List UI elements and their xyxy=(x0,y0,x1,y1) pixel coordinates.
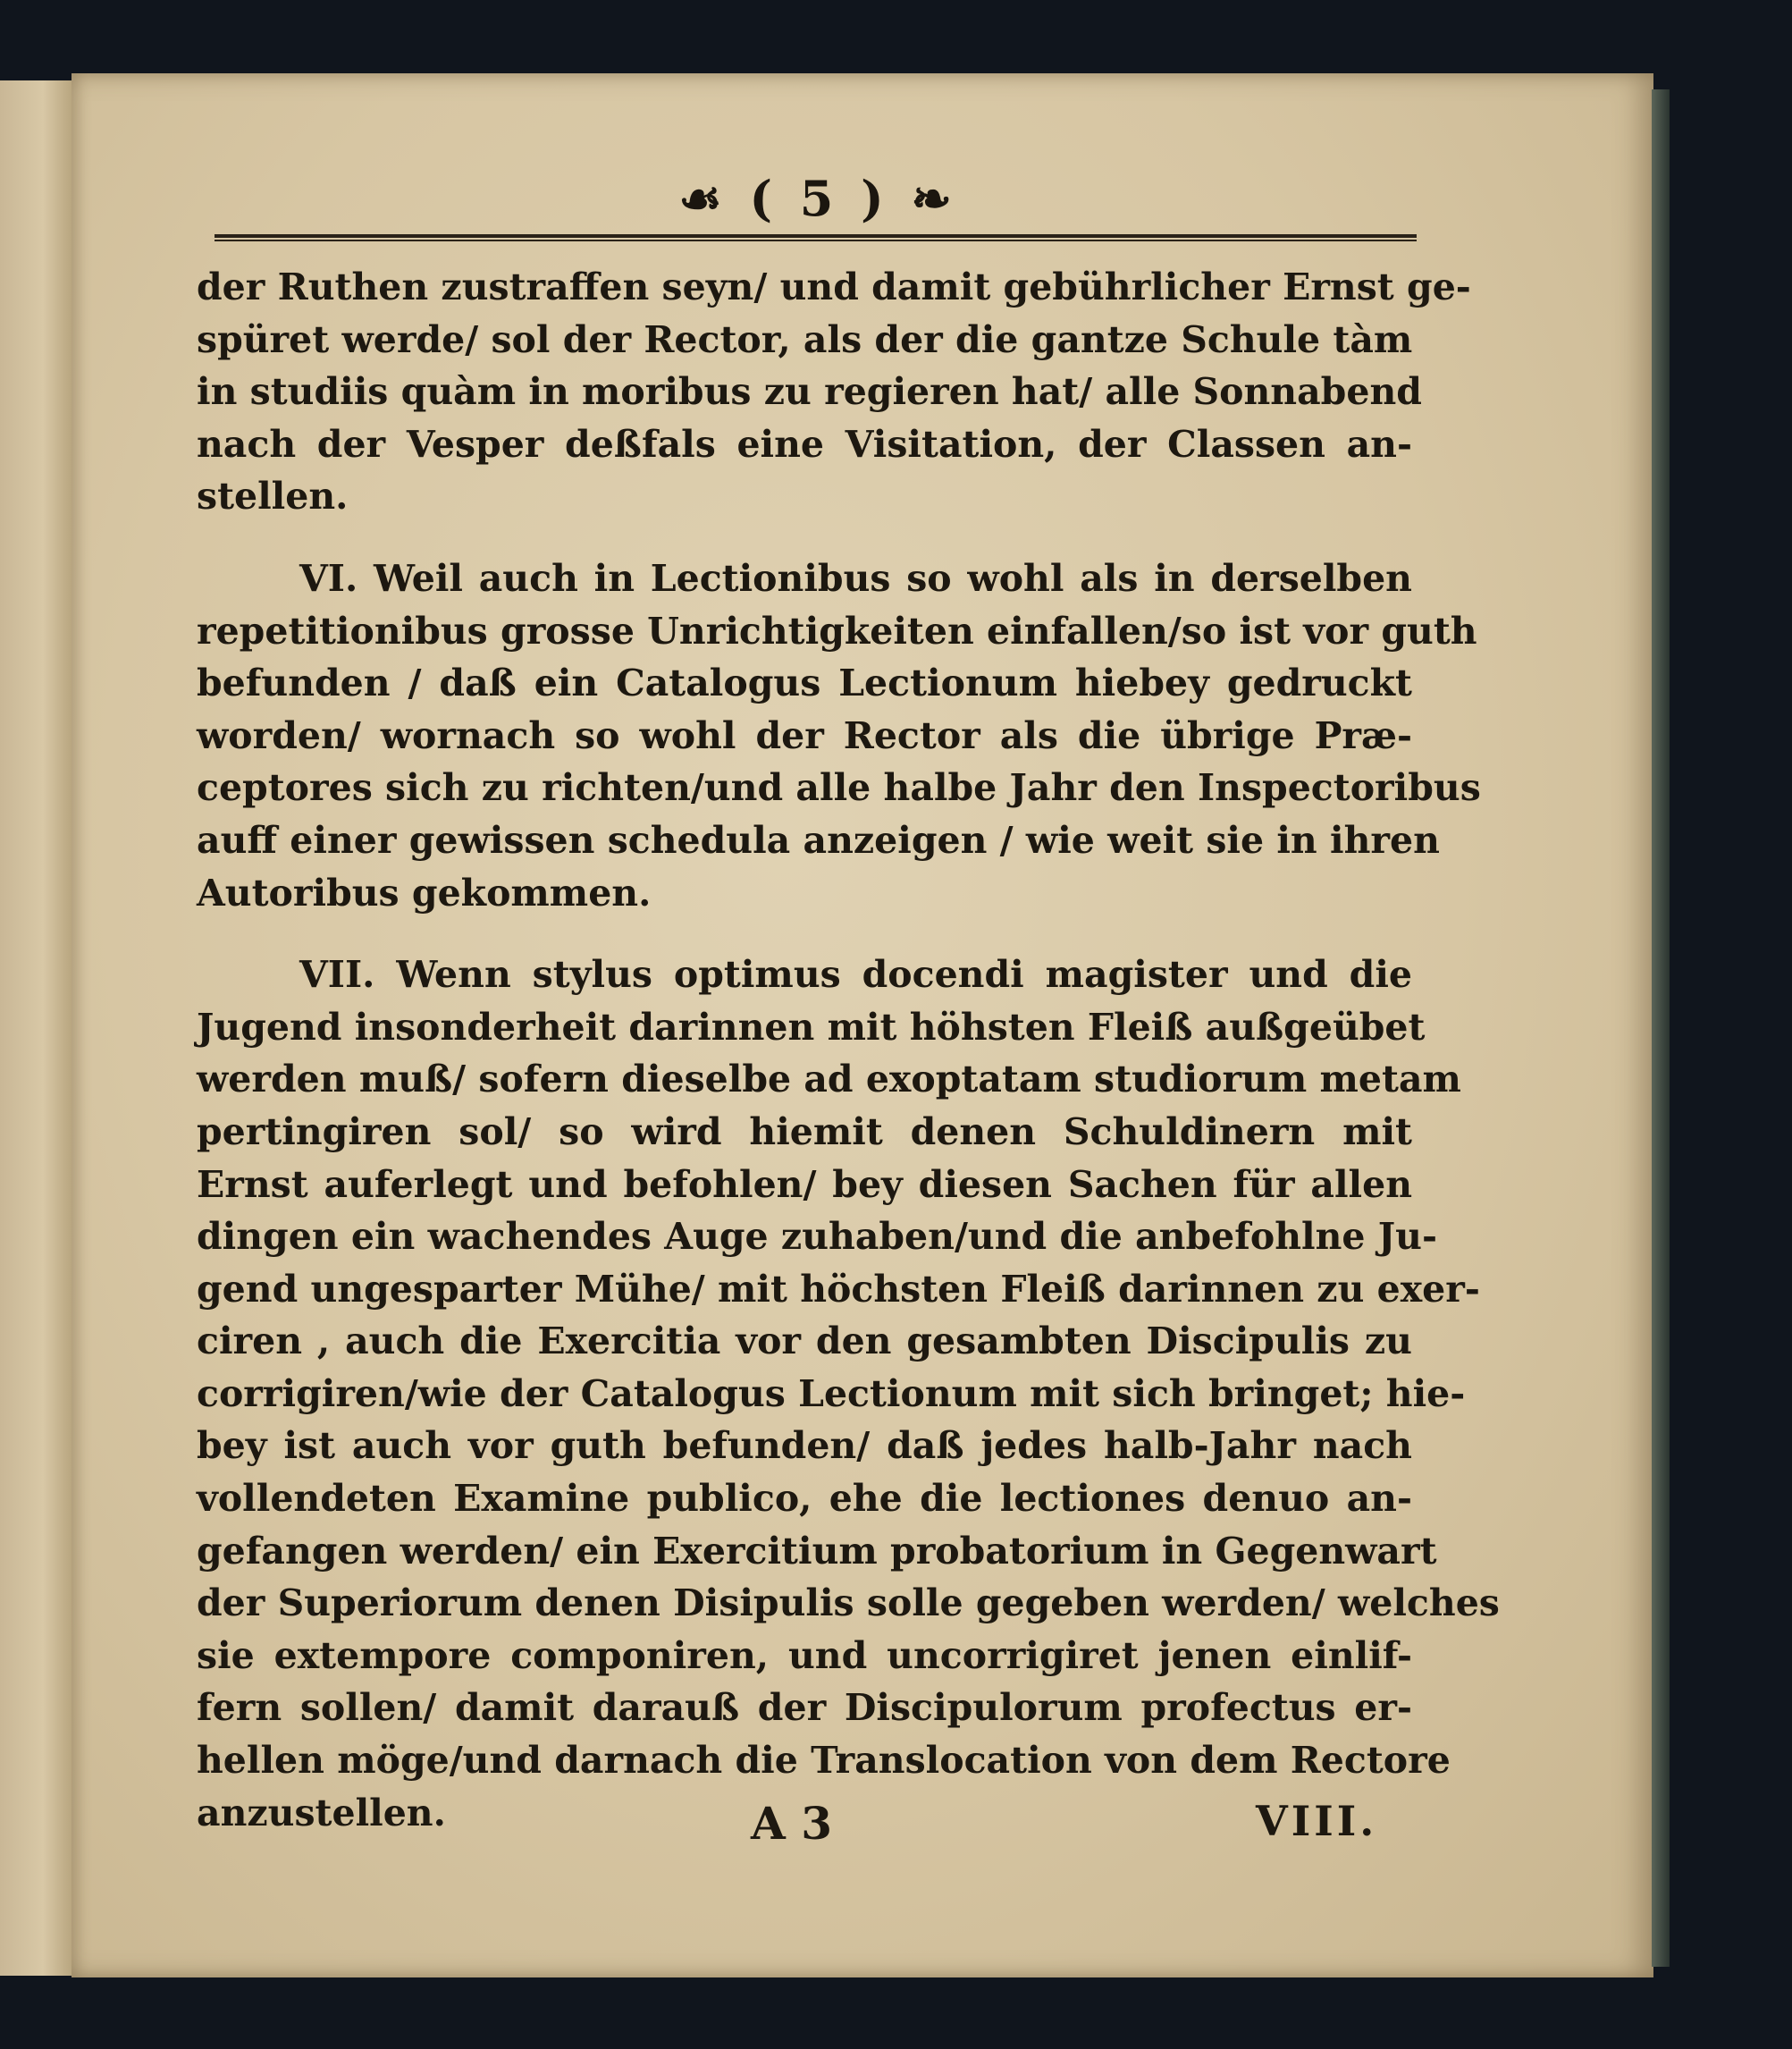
book-binding-edge xyxy=(1652,89,1670,1967)
text-line: pertingiren sol/ so wird hiemit denen Schuldinern mit xyxy=(197,1109,1412,1153)
text-line: worden/ wornach so wohl der Rector als die übrige Præ- xyxy=(197,713,1412,757)
facing-page-edge xyxy=(0,80,73,1976)
text-line: Jugend insonderheit darinnen mit höhsten Fleiß außgeübet xyxy=(197,1005,1426,1049)
page-number-header: ☙ ( 5 ) ❧ xyxy=(678,170,957,227)
text-line: in studiis quàm in moribus zu regieren hat/ alle Sonnabend xyxy=(197,370,1422,414)
text-line: repetitionibus grosse Unrichtigkeiten einfallen/so ist vor guth xyxy=(197,609,1477,653)
text-line: auff einer gewissen schedula anzeigen / wie weit sie in ihren xyxy=(197,818,1440,862)
header-rule xyxy=(215,234,1417,241)
text-line: hellen möge/und darnach die Translocation von dem Rectore xyxy=(197,1739,1451,1783)
paragraph-vi xyxy=(197,552,1481,919)
text-line: corrigiren/wie der Catalogus Lectionum mit sich bringet; hie- xyxy=(197,1371,1466,1415)
text-line: VII. Wenn stylus optimus docendi magister und die xyxy=(299,953,1412,997)
text-line: Ernst auferlegt und befohlen/ bey diesen Sachen für allen xyxy=(197,1162,1412,1206)
text-line: Autoribus gekommen. xyxy=(197,871,652,915)
text-line: dingen ein wachendes Auge zuhaben/und die anbefohlne Ju- xyxy=(197,1215,1437,1259)
text-line: ciren , auch die Exercitia vor den gesambten Discipulis zu xyxy=(197,1320,1412,1363)
text-line: sie extempore componiren, und uncorrigiret jenen einlif- xyxy=(197,1633,1412,1677)
page-body xyxy=(197,261,1500,1839)
text-line: werden muß/ sofern dieselbe ad exoptatam studiorum metam xyxy=(197,1058,1461,1101)
text-line: stellen. xyxy=(197,475,349,519)
text-line: vollendeten Examine publico, ehe die lectiones denuo an- xyxy=(197,1477,1412,1521)
text-line: spüret werde/ sol der Rector, als der die gantze Schule tàm xyxy=(197,317,1413,361)
text-line: anzustellen. xyxy=(197,1791,446,1834)
text-line: nach der Vesper deßfals eine Visitation, der Classen an- xyxy=(197,422,1412,466)
text-line: VI. Weil auch in Lectionibus so wohl als in derselben xyxy=(299,556,1412,600)
text-line: der Superiorum denen Disipulis solle gegeben werden/ welches xyxy=(197,1581,1500,1625)
text-line: bey ist auch vor guth befunden/ daß jedes halb-Jahr nach xyxy=(197,1424,1412,1468)
text-line: befunden / daß ein Catalogus Lectionum hiebey gedruckt xyxy=(197,662,1412,705)
paragraph-vii xyxy=(197,949,1500,1839)
text-line: der Ruthen zustraffen seyn/ und damit gebührlicher Ernst ge- xyxy=(197,266,1471,308)
text-line: ceptores sich zu richten/und alle halbe Jahr den Inspectoribus xyxy=(197,766,1481,810)
text-line: gend ungesparter Mühe/ mit höchsten Fleiß darinnen zu exer- xyxy=(197,1267,1480,1311)
paragraph-continuation xyxy=(197,261,1471,523)
signature-mark: A 3 xyxy=(751,1797,832,1850)
text-line: fern sollen/ damit darauß der Discipulorum profectus er- xyxy=(197,1686,1412,1730)
text-line: gefangen werden/ ein Exercitium probatorium in Gegenwart xyxy=(197,1529,1437,1573)
catchword: VIII. xyxy=(1256,1797,1378,1845)
